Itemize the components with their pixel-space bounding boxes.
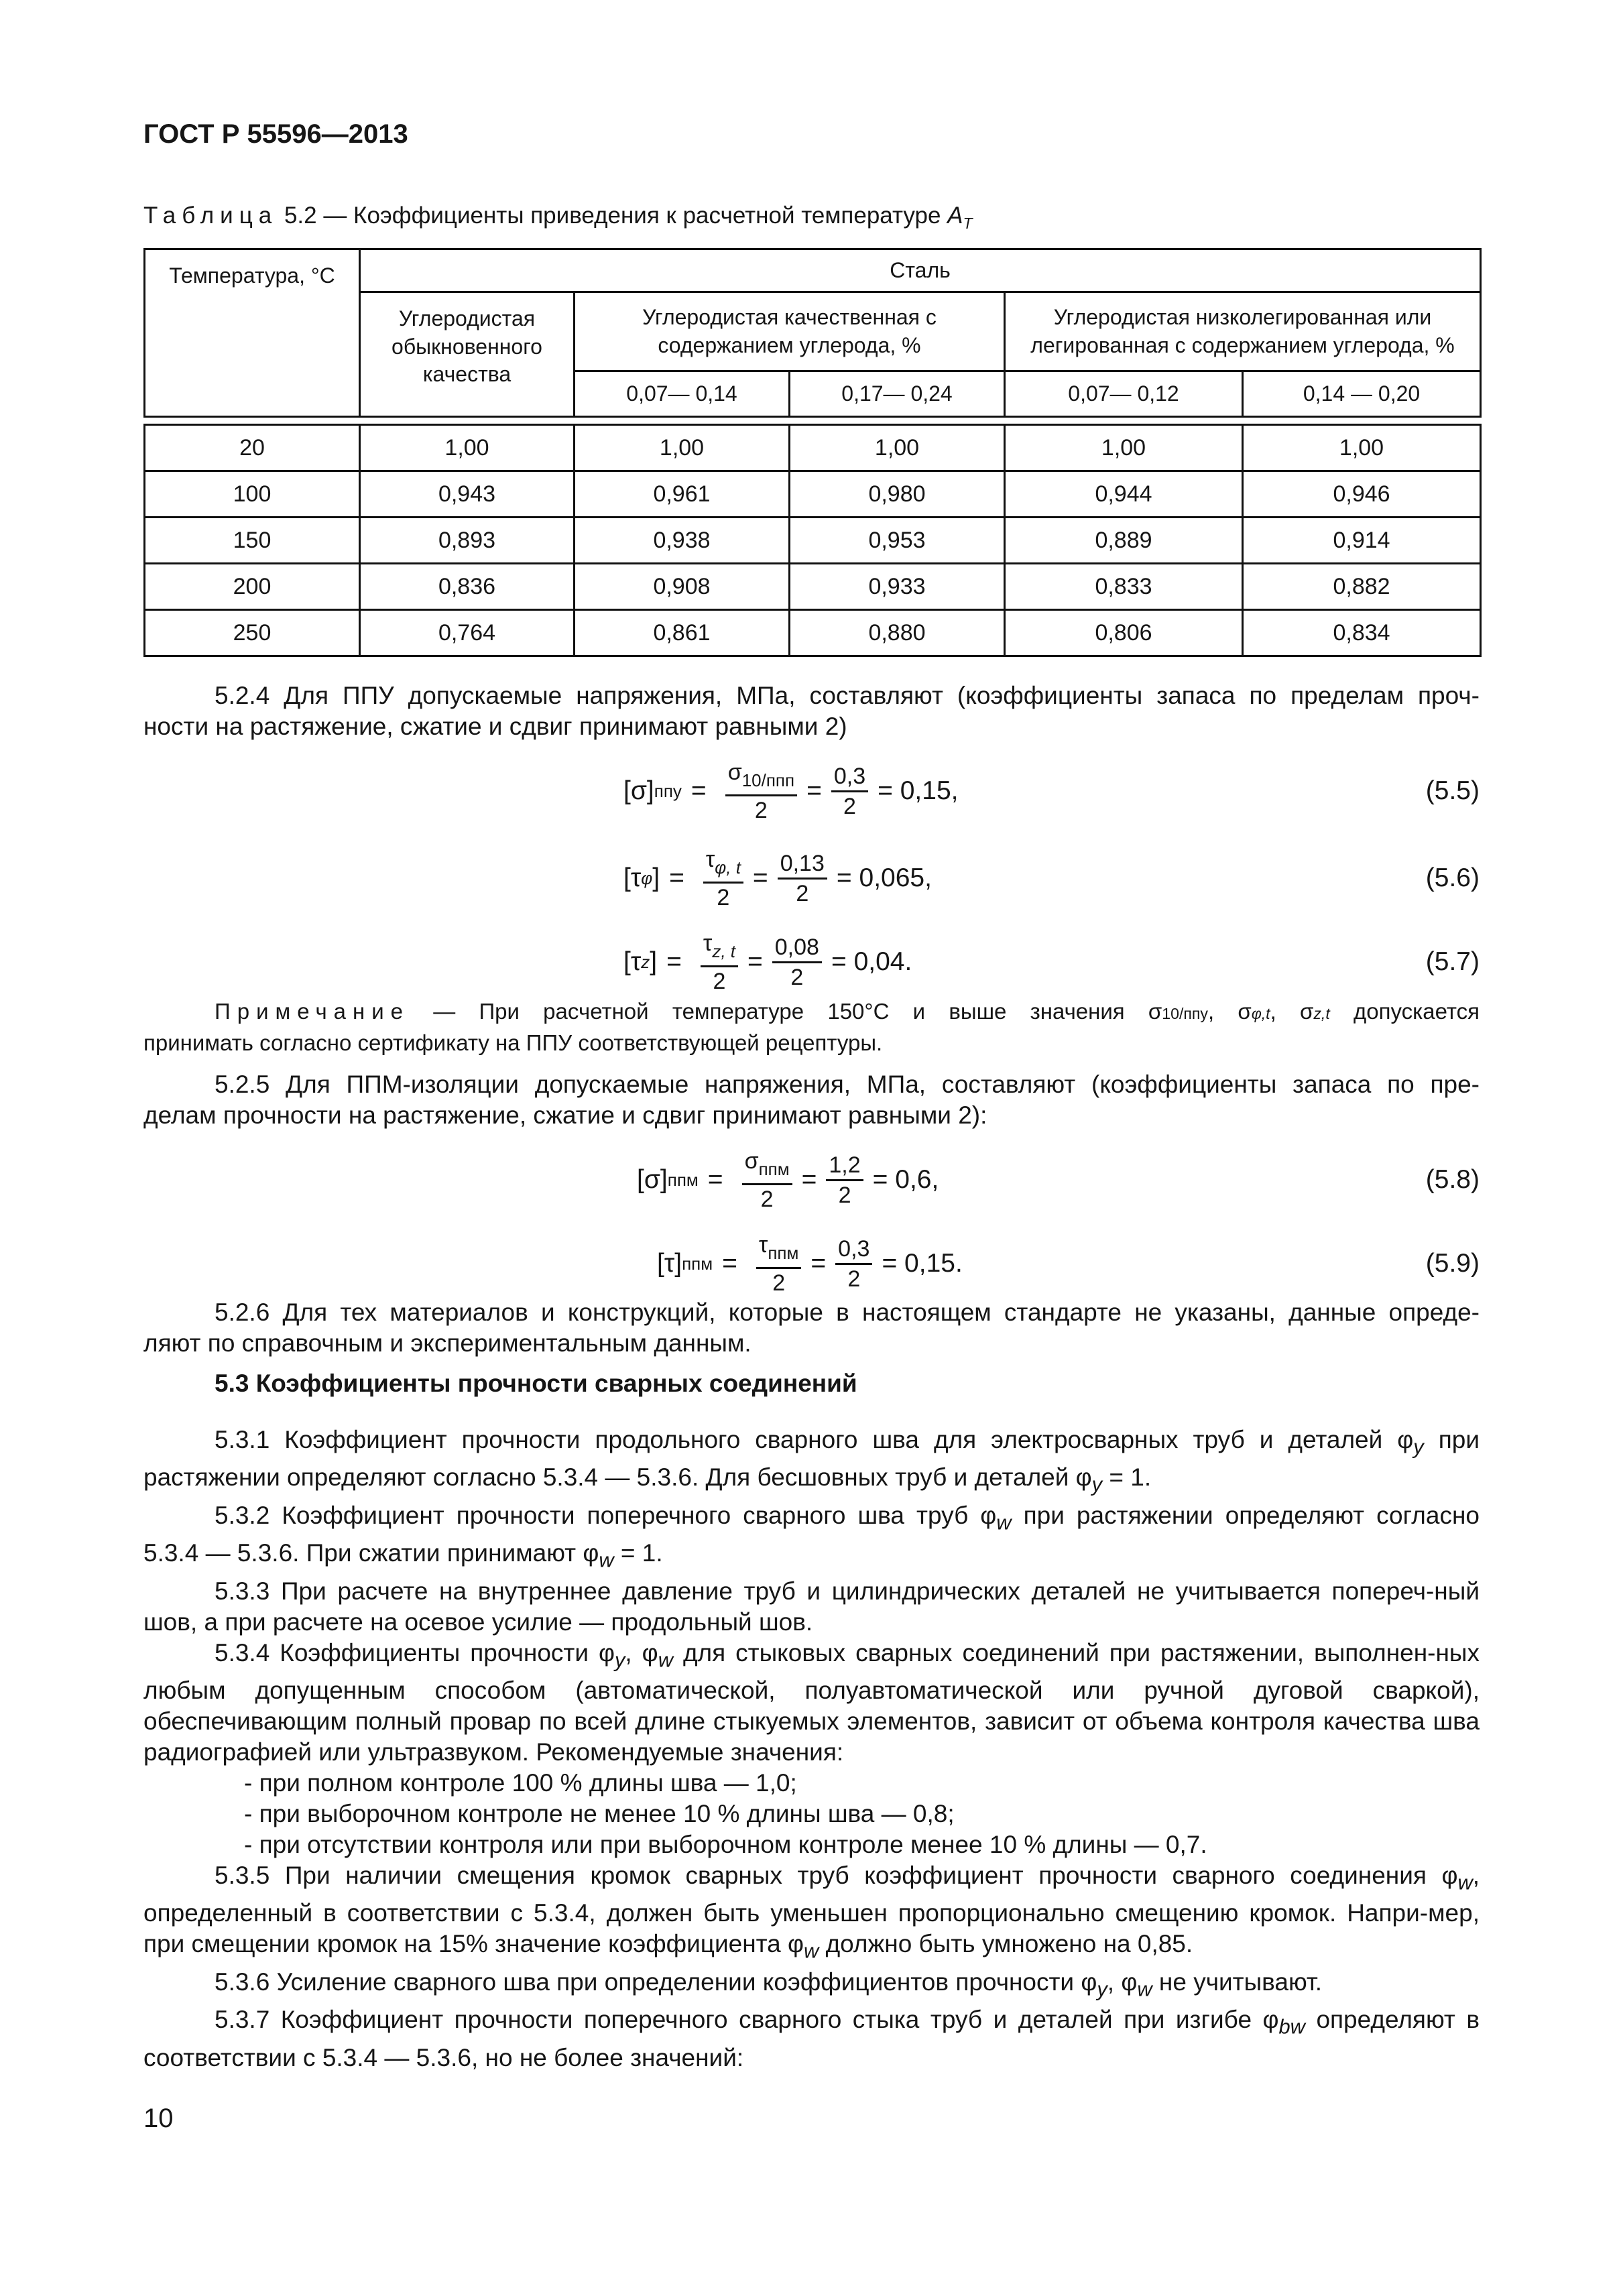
table-row [145, 564, 1481, 610]
paragraph-5-3-5: 5.3.5 При наличии смещения кромок сварных труб коэффициент прочности сварного соединения $\varphi_w$, определенный в соответствии с 5.3.4, должен быть уменьшен пропорционально смещению кромок. Напри-мер, при смещении кромок на 15% значение коэффициента $\varphi_w$ должно быть умножено на 0,85. [143, 1861, 1480, 1963]
equation-number: (5.8) [1425, 1165, 1480, 1194]
table-cell: 0,834 [1243, 610, 1481, 656]
table-cell: 0,889 [1005, 518, 1243, 564]
table-cell: 0,806 [1005, 610, 1243, 656]
group-header: Углеродистая качественная с содержанием углерода, % [575, 292, 1005, 371]
equation-number: (5.5) [1425, 776, 1480, 805]
formula-5-9: [τ] ппм = $\frac{\tau_{ппм}}{2}$ = $\frac{0,3}{2}$ = 0,15. (5.9) [657, 1223, 1480, 1304]
formula-5-8: [σ] ппм = $\frac{\sigma_{ппм}}{2}$ = $\frac{1,2}{2}$ = 0,6, (5.8) [637, 1140, 1480, 1220]
paragraph-5-3-7: 5.3.7 Коэффициент прочности поперечного сварного стыка труб и деталей при изгибе $\varphi_{bw}$ определяют в соответствии с 5.3.4 — 5.3.6, но не более значений: [143, 2006, 1480, 2071]
table-cell: 0,764 [360, 610, 575, 656]
subcolumn-header: 0,17— 0,24 [790, 371, 1005, 417]
equation-number: (5.9) [1425, 1249, 1480, 1278]
paragraph-5-2-5: 5.2.5 Для ППМ-изоляции допускаемые напряжения, МПа, составляют (коэффициенты запаса по пре- делам прочности на растяжение, сжатие и сдвиг принимают равными 2): [143, 1071, 1480, 1129]
table-cell: 0,914 [1243, 518, 1481, 564]
table-cell: 0,946 [1243, 471, 1481, 518]
table-cell: 0,944 [1005, 471, 1243, 518]
table-cell: 150 [145, 518, 360, 564]
paragraph-5-3-2: 5.3.2 Коэффициент прочности поперечного сварного шва труб $\varphi_w$ при растяжении определяют согласно 5.3.4 — 5.3.6. При сжатии принимают $\varphi_w = 1$. [143, 1501, 1480, 1572]
table-cell: 1,00 [790, 425, 1005, 471]
list-item: - при выборочном контроле не менее 10 % длины шва — 0,8; [244, 1799, 955, 1827]
subcolumn-header: 0,14 — 0,20 [1243, 371, 1481, 417]
table-cell: 0,933 [790, 564, 1005, 610]
temperature-header: Температура, °C [145, 249, 360, 417]
equation-number: (5.6) [1425, 863, 1480, 892]
subcolumn-header: 0,07— 0,12 [1005, 371, 1243, 417]
group-header: Углеродистая обыкновенного качества [360, 292, 575, 417]
table-cell: 20 [145, 425, 360, 471]
table-row [145, 518, 1481, 564]
table-cell: 0,908 [575, 564, 790, 610]
paragraph-5-3-1: 5.3.1 Коэффициент прочности продольного сварного шва для электросварных труб и деталей $\varphi_y$ при растяжении определяют согласно 5.3.4 — 5.3.6. Для бесшовных труб и деталей $\varphi_y = 1$. [143, 1426, 1480, 1496]
list-item: - при отсутствии контроля или при выборочном контроле менее 10 % длины — 0,7. [244, 1830, 1207, 1858]
table-cell: 1,00 [1005, 425, 1243, 471]
table-cell: 0,880 [790, 610, 1005, 656]
paragraph-5-2-6: 5.2.6 Для тех материалов и конструкций, которые в настоящем стандарте не указаны, данные опреде- ляют по справочным и экспериментальным данным. [143, 1298, 1480, 1357]
section-heading: 5.3 Коэффициенты прочности сварных соединений [215, 1370, 857, 1397]
table-caption: Таблица 5.2 — Коэффициенты приведения к расчетной температуре $A_T$ [143, 202, 973, 232]
table-cell: 1,00 [575, 425, 790, 471]
group-header: Углеродистая низколегированная или легированная с содержанием углерода, % [1005, 292, 1481, 371]
formula-5-5: [σ] ппу = $\frac{\sigma_{10/ппп}}{2}$ = $\frac{0,3}{2}$ = 0,15, (5.5) [623, 751, 1480, 831]
table-row [145, 610, 1481, 656]
table-cell: 0,980 [790, 471, 1005, 518]
table-cell: 0,953 [790, 518, 1005, 564]
table-cell: 1,00 [360, 425, 575, 471]
table-cell: 0,836 [360, 564, 575, 610]
paragraph-5-3-4: 5.3.4 Коэффициенты прочности $\varphi_y$, $\varphi_w$ для стыковых сварных соединений при растяжении, выполнен-ных любым допущенным способом (автоматической, полуавтоматической или ручной дуговой сваркой), обеспечивающим полный провар по всей длине стыкуемых элементов, зависит от объема контроля качества шва радиографией или ультразвуком. Рекомендуемые значения: [143, 1638, 1480, 1766]
paragraph-5-3-3: 5.3.3 При расчете на внутреннее давление труб и цилиндрических деталей не учитывается попереч-ный шов, а при расчете на осевое усилие — продольный шов. [143, 1577, 1480, 1636]
steel-header: Сталь [360, 249, 1481, 292]
section-5-3 [143, 1368, 1480, 1399]
document-header: ГОСТ Р 55596—2013 [143, 119, 408, 149]
table-cell: 0,882 [1243, 564, 1481, 610]
page-number: 10 [143, 2104, 174, 2133]
formula-5-6: [τ φ ] = $\frac{\tau_{\varphi, t}}{2}$ = $\frac{0,13}{2}$ = 0,065, (5.6) [623, 838, 1480, 918]
table-row [145, 425, 1481, 471]
table-cell: 0,893 [360, 518, 575, 564]
formula-5-7: [τ z ] = $\frac{\tau_{z, t}}{2}$ = $\frac{0,08}{2}$ = 0,04. (5.7) [623, 922, 1480, 1002]
note: Примечание — При расчетной температуре 150°C и выше значения σ10/ппу, σφ,t, σz,t допускается принимать согласно сертификату на ППУ соответствующей рецептуры. [143, 999, 1480, 1055]
table-cell: 0,961 [575, 471, 790, 518]
paragraph-5-3-6: 5.3.6 Усиление сварного шва при определении коэффициентов прочности $\varphi_y$, $\varphi_w$ не учитывают. [215, 1968, 1323, 2001]
table-cell: 200 [145, 564, 360, 610]
paragraph-5-2-4: 5.2.4 Для ППУ допускаемые напряжения, МПа, составляют (коэффициенты запаса по пределам проч- ности на растяжение, сжатие и сдвиг принимают равными 2) [143, 682, 1480, 740]
table-cell: 100 [145, 471, 360, 518]
table-cell: 1,00 [1243, 425, 1481, 471]
table-cell: 0,943 [360, 471, 575, 518]
subcolumn-header: 0,07— 0,14 [575, 371, 790, 417]
equation-number: (5.7) [1425, 947, 1480, 976]
coefficients-table [143, 248, 1482, 657]
section-5-3-body [143, 1425, 1480, 2073]
table-cell: 0,833 [1005, 564, 1243, 610]
table-cell: 250 [145, 610, 360, 656]
list-item: - при полном контроле 100 % длины шва — 1,0; [244, 1768, 797, 1797]
table-cell: 0,861 [575, 610, 790, 656]
table-row [145, 471, 1481, 518]
table-cell: 0,938 [575, 518, 790, 564]
